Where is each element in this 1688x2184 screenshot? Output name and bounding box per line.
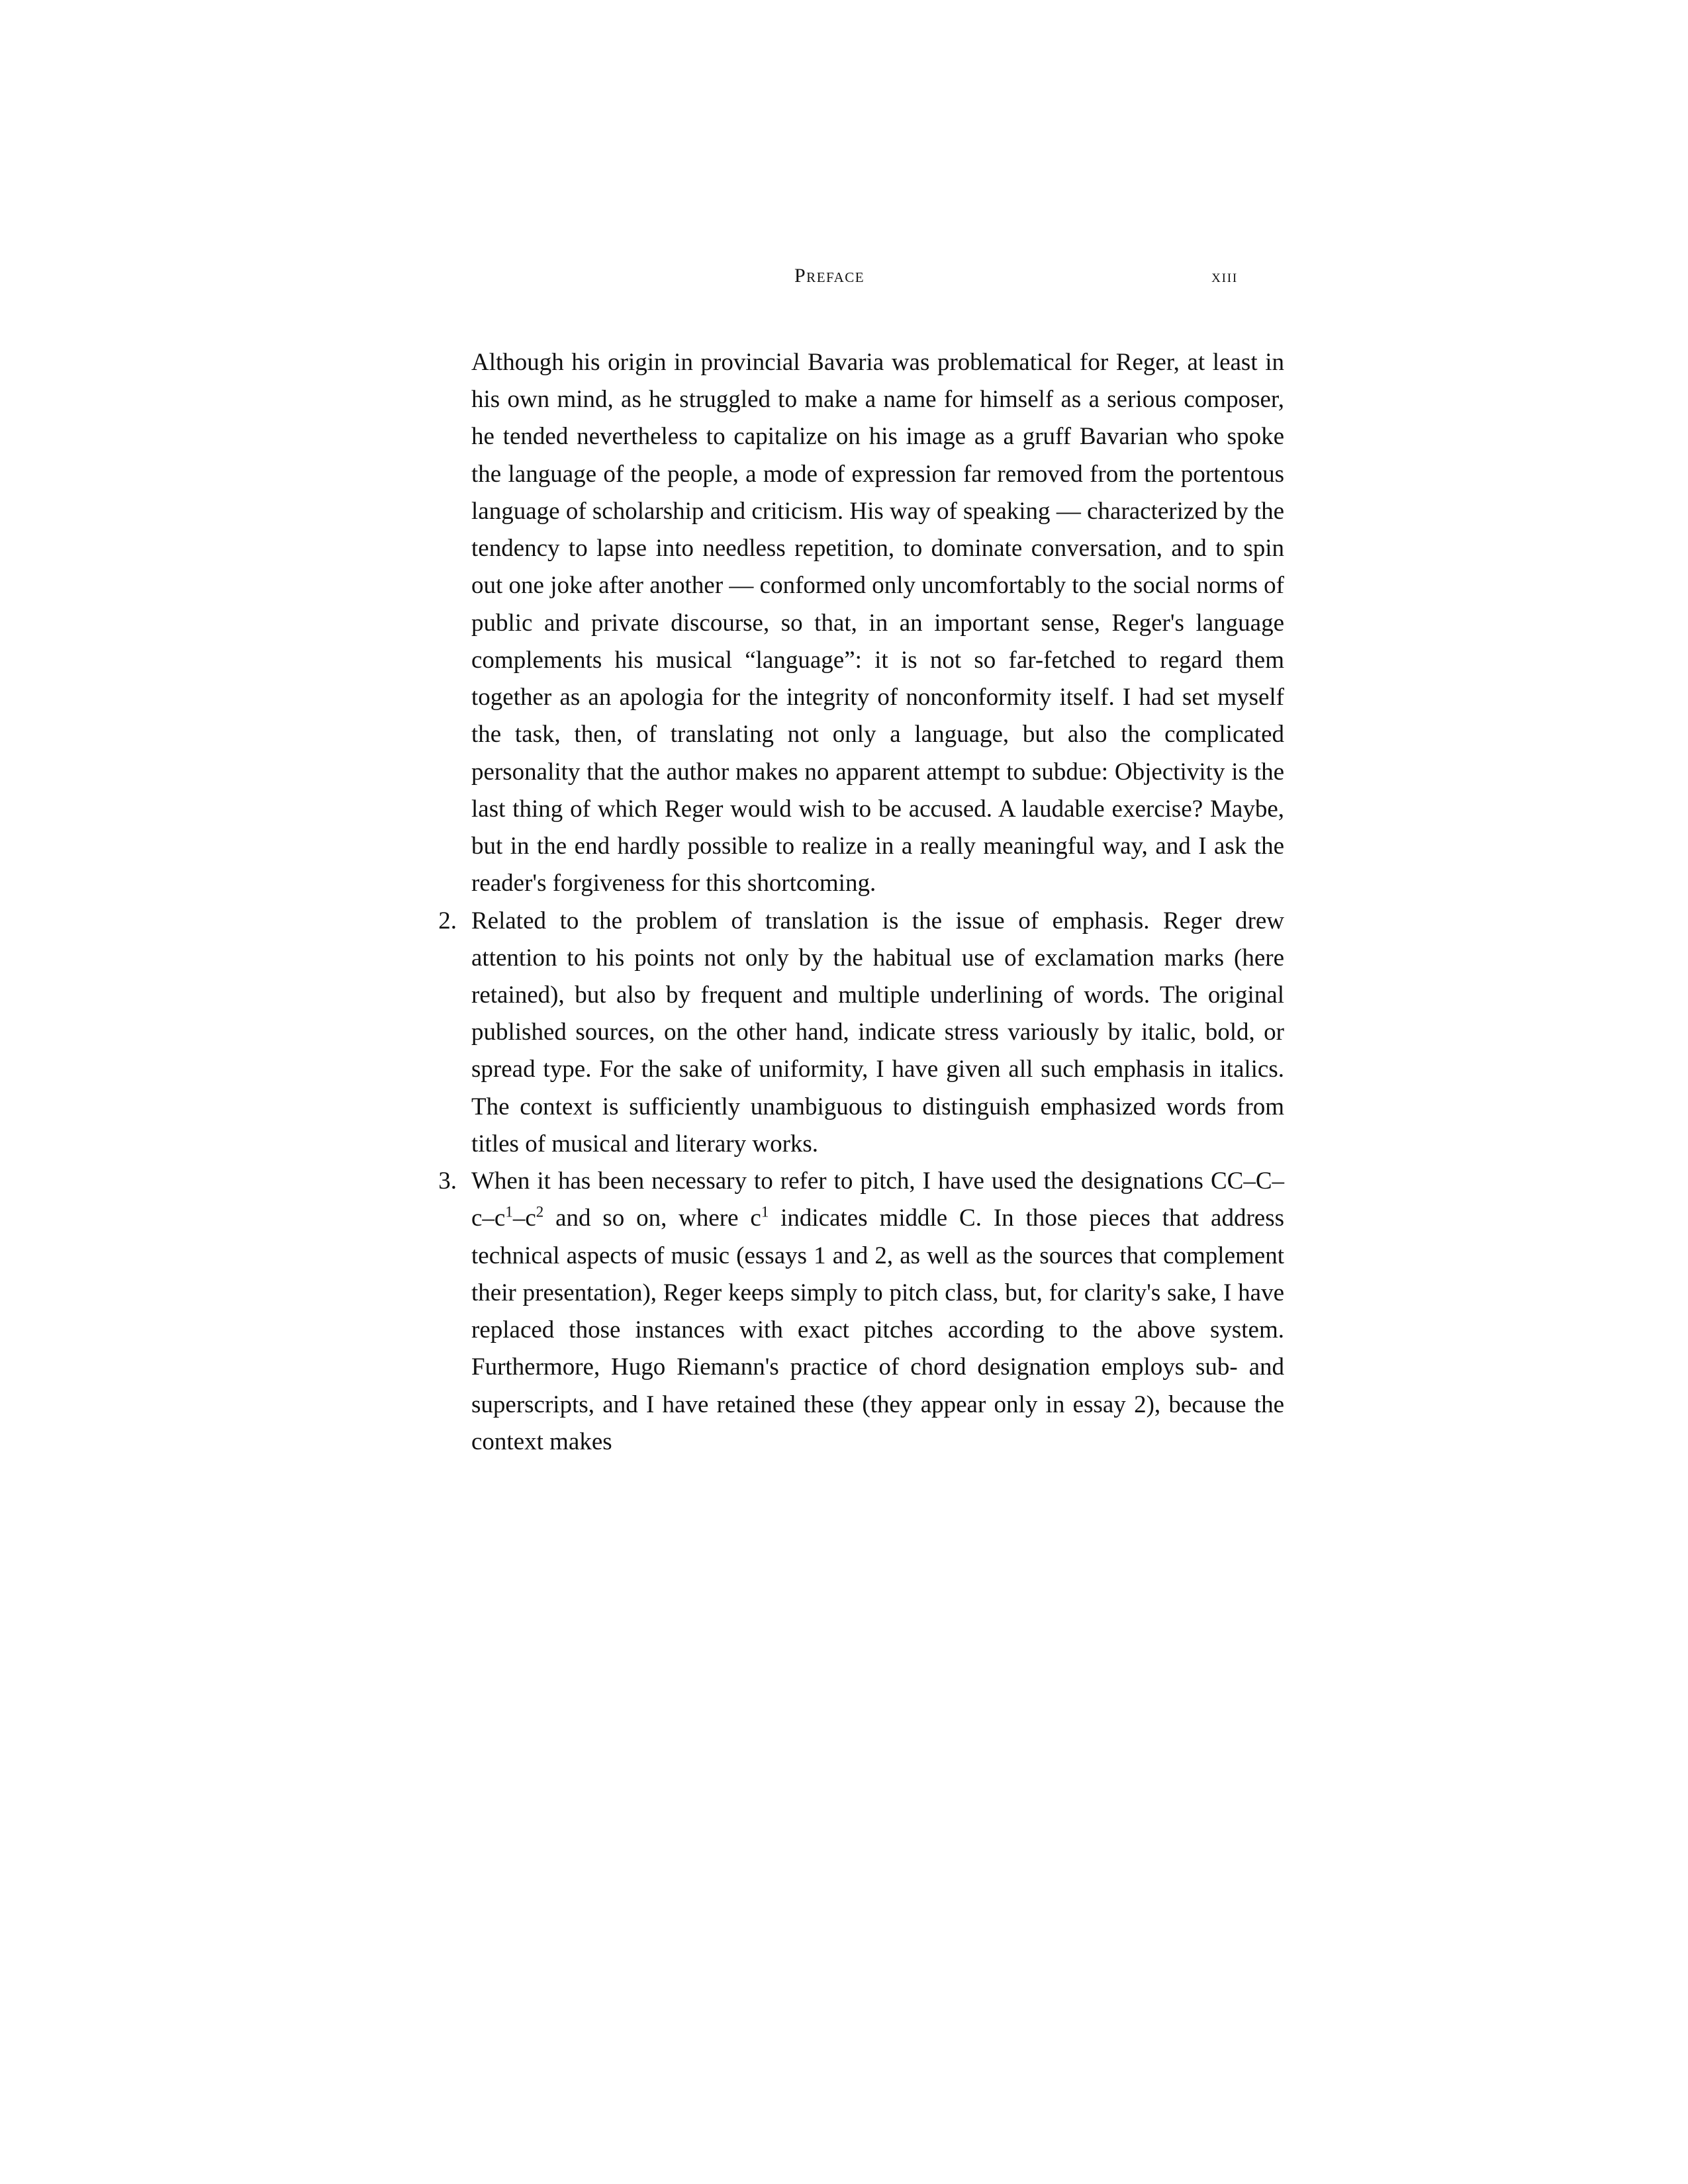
superscript-two: 2 [536,1204,544,1221]
running-head-title: Preface [794,265,865,287]
list-item [424,903,1284,1163]
list-item-marker: 2. [438,907,457,934]
superscript-one: 1 [505,1204,513,1221]
running-head [424,265,1284,304]
paragraph-continuation [424,344,1284,903]
paragraph-text: Although his origin in provincial Bavaria was problematical for Reger, at least in his own mind, as he struggled to make a name for himself as a serious composer, he tended nevertheless to capitalize on his image as a gruff Bavarian who spoke the language of the people, a mode of expression far removed from the portentous language of scholarship and criticism. His way of speaking — characterized by the tendency to lapse into needless repetition, to dominate conversation, and to spin out one joke after another — conformed only uncomfortably to the social norms of public and private discourse, so that, in an important sense, Reger's language complements his musical “language”: it is not so far-fetched to regard them together as an apologia for the integrity of nonconformity itself. I had set myself the task, then, of translating not only a language, but also the complicated personality that the author makes no apparent attempt to subdue: Objectivity is the last thing of which Reger would wish to be accused. A laudable exercise? Maybe, but in the end hardly possible to realize in a really meaningful way, and I ask the reader's forgiveness for this shortcoming. [471,349,1284,897]
superscript-three: 1 [761,1204,769,1221]
pitch-text-post: and so on, where c [543,1205,761,1232]
pitch-text-mid: –c [512,1205,536,1232]
pitch-text-pre: When it has been necessary to refer to pitch, I have used the designations CC–C–c–c [471,1167,1284,1232]
list-item-marker: 3. [438,1167,457,1195]
list-item-text: Related to the problem of translation is the issue of emphasis. Reger drew attention to his points not only by the habitual use of exclamation marks (here retained), but also by frequent and multiple underlining of words. The original published sources, on the other hand, indicate stress variously by italic, bold, or spread type. For the sake of uniformity, I have given all such emphasis in italics. The context is sufficiently unambiguous to distinguish emphasized words from titles of musical and literary works. [471,907,1284,1158]
list-item-text [471,1163,1284,1461]
pitch-text-end: indicates middle C. In those pieces that address technical aspects of music (essays 1 and 2, as well as the sources that complement their presentation), Reger keeps simply to pitch class, but, for clarity's sake, I have replaced those instances with exact pitches according to the above system. Furthermore, Hugo Riemann's practice of chord designation employs sub- and superscripts, and I have retained these (they appear only in essay 2), because the context makes [471,1205,1284,1455]
list-item [424,1163,1284,1461]
page-number: xiii [1211,266,1238,286]
text-block [424,265,1284,1461]
